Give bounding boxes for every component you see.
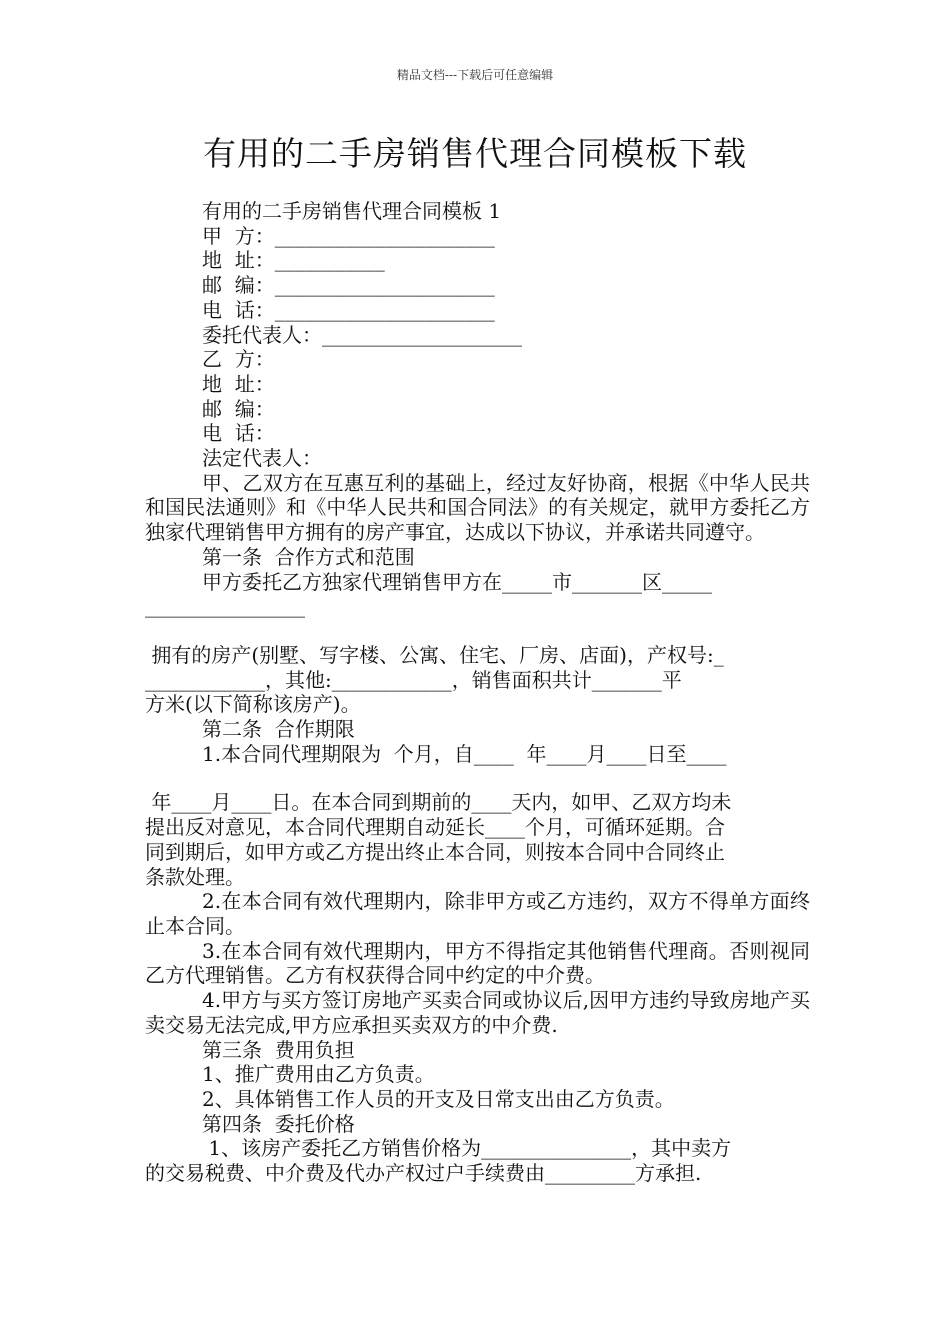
section-1-line-c: 拥有的房产(别墅、写字楼、公寓、住宅、厂房、店面)，产权号:_ — [145, 642, 724, 667]
section-3-item-1: 1、推广费用由乙方负责。 — [202, 1062, 435, 1087]
section-1-line-e: 方米(以下简称该房产)。 — [145, 692, 361, 717]
section-2-line-d: 同到期后，如甲方或乙方提出终止本合同，则按本合同中合同终止 — [145, 839, 725, 864]
section-1-heading: 第一条 合作方式和范围 — [202, 544, 415, 569]
party-b-phone: 电 话： — [202, 421, 275, 446]
blank-gap — [145, 766, 810, 790]
section-1-line-a: 甲方委托乙方独家代理销售甲方在_____市_______区_____ — [202, 569, 712, 594]
party-a-address: 地 址：___________ — [202, 248, 385, 273]
blank-gap — [145, 619, 810, 643]
section-4-line-a: 1、该房产委托乙方销售价格为_______________，其中卖方 — [202, 1136, 732, 1161]
document-title: 有用的二手房销售代理合同模板下载 — [203, 134, 747, 173]
contract-body — [145, 199, 810, 1186]
section-3-heading: 第三条 费用负担 — [202, 1037, 355, 1062]
section-2-item-2: 2.在本合同有效代理期内，除非甲方或乙方违约，双方不得单方面终止本合同。 — [145, 889, 810, 938]
party-b-address: 地 址： — [202, 371, 275, 396]
party-b-name: 乙 方： — [202, 347, 275, 372]
party-a-postcode: 邮 编：______________________ — [202, 273, 495, 298]
section-2-line-e: 条款处理。 — [145, 864, 245, 889]
section-4-line-b: 的交易税费、中介费及代办产权过户手续费由_________方承担. — [145, 1161, 702, 1186]
section-1-line-d: ____________，其他:____________，销售面积共计_______平 — [145, 667, 682, 692]
section-2-item-4: 4.甲方与买方签订房地产买卖合同或协议后,因甲方违约导致房地产买卖交易无法完成,甲方应承担买卖双方的中介费. — [145, 988, 810, 1037]
section-1-line-b: ________________ — [145, 594, 305, 619]
preamble-paragraph: 甲、乙双方在互惠互利的基础上，经过友好协商，根据《中华人民共和国民法通则》和《中华人民共和国合同法》的有关规定，就甲方委托乙方独家代理销售甲方拥有的房产事宜，达成以下协议，并承诺共同遵守。 — [145, 470, 810, 545]
party-a-phone: 电 话：______________________ — [202, 297, 495, 322]
section-2-line-a: 1.本合同代理期限为 个月，自____ 年____月____日至____ — [202, 741, 727, 766]
party-b-postcode: 邮 编： — [202, 396, 275, 421]
party-a-representative: 委托代表人：____________________ — [202, 322, 522, 347]
contract-subtitle: 有用的二手房销售代理合同模板 1 — [202, 199, 502, 223]
header-note: 精品文档---下载后可任意编辑 — [396, 68, 554, 82]
section-2-item-3: 3.在本合同有效代理期内，甲方不得指定其他销售代理商。否则视同乙方代理销售。乙方有权获得合同中约定的中介费。 — [145, 938, 810, 988]
section-4-heading: 第四条 委托价格 — [202, 1111, 355, 1136]
section-2-line-c: 提出反对意见，本合同代理期自动延长____个月，可循环延期。合 — [145, 815, 725, 840]
section-2-line-b: 年____月____日。在本合同到期前的____天内，如甲、乙双方均未 — [145, 790, 732, 815]
party-b-representative: 法定代表人： — [202, 446, 322, 471]
party-a-name: 甲 方：______________________ — [202, 223, 495, 248]
section-3-item-2: 2、具体销售工作人员的开支及日常支出由乙方负责。 — [202, 1086, 675, 1111]
section-2-heading: 第二条 合作期限 — [202, 717, 355, 742]
